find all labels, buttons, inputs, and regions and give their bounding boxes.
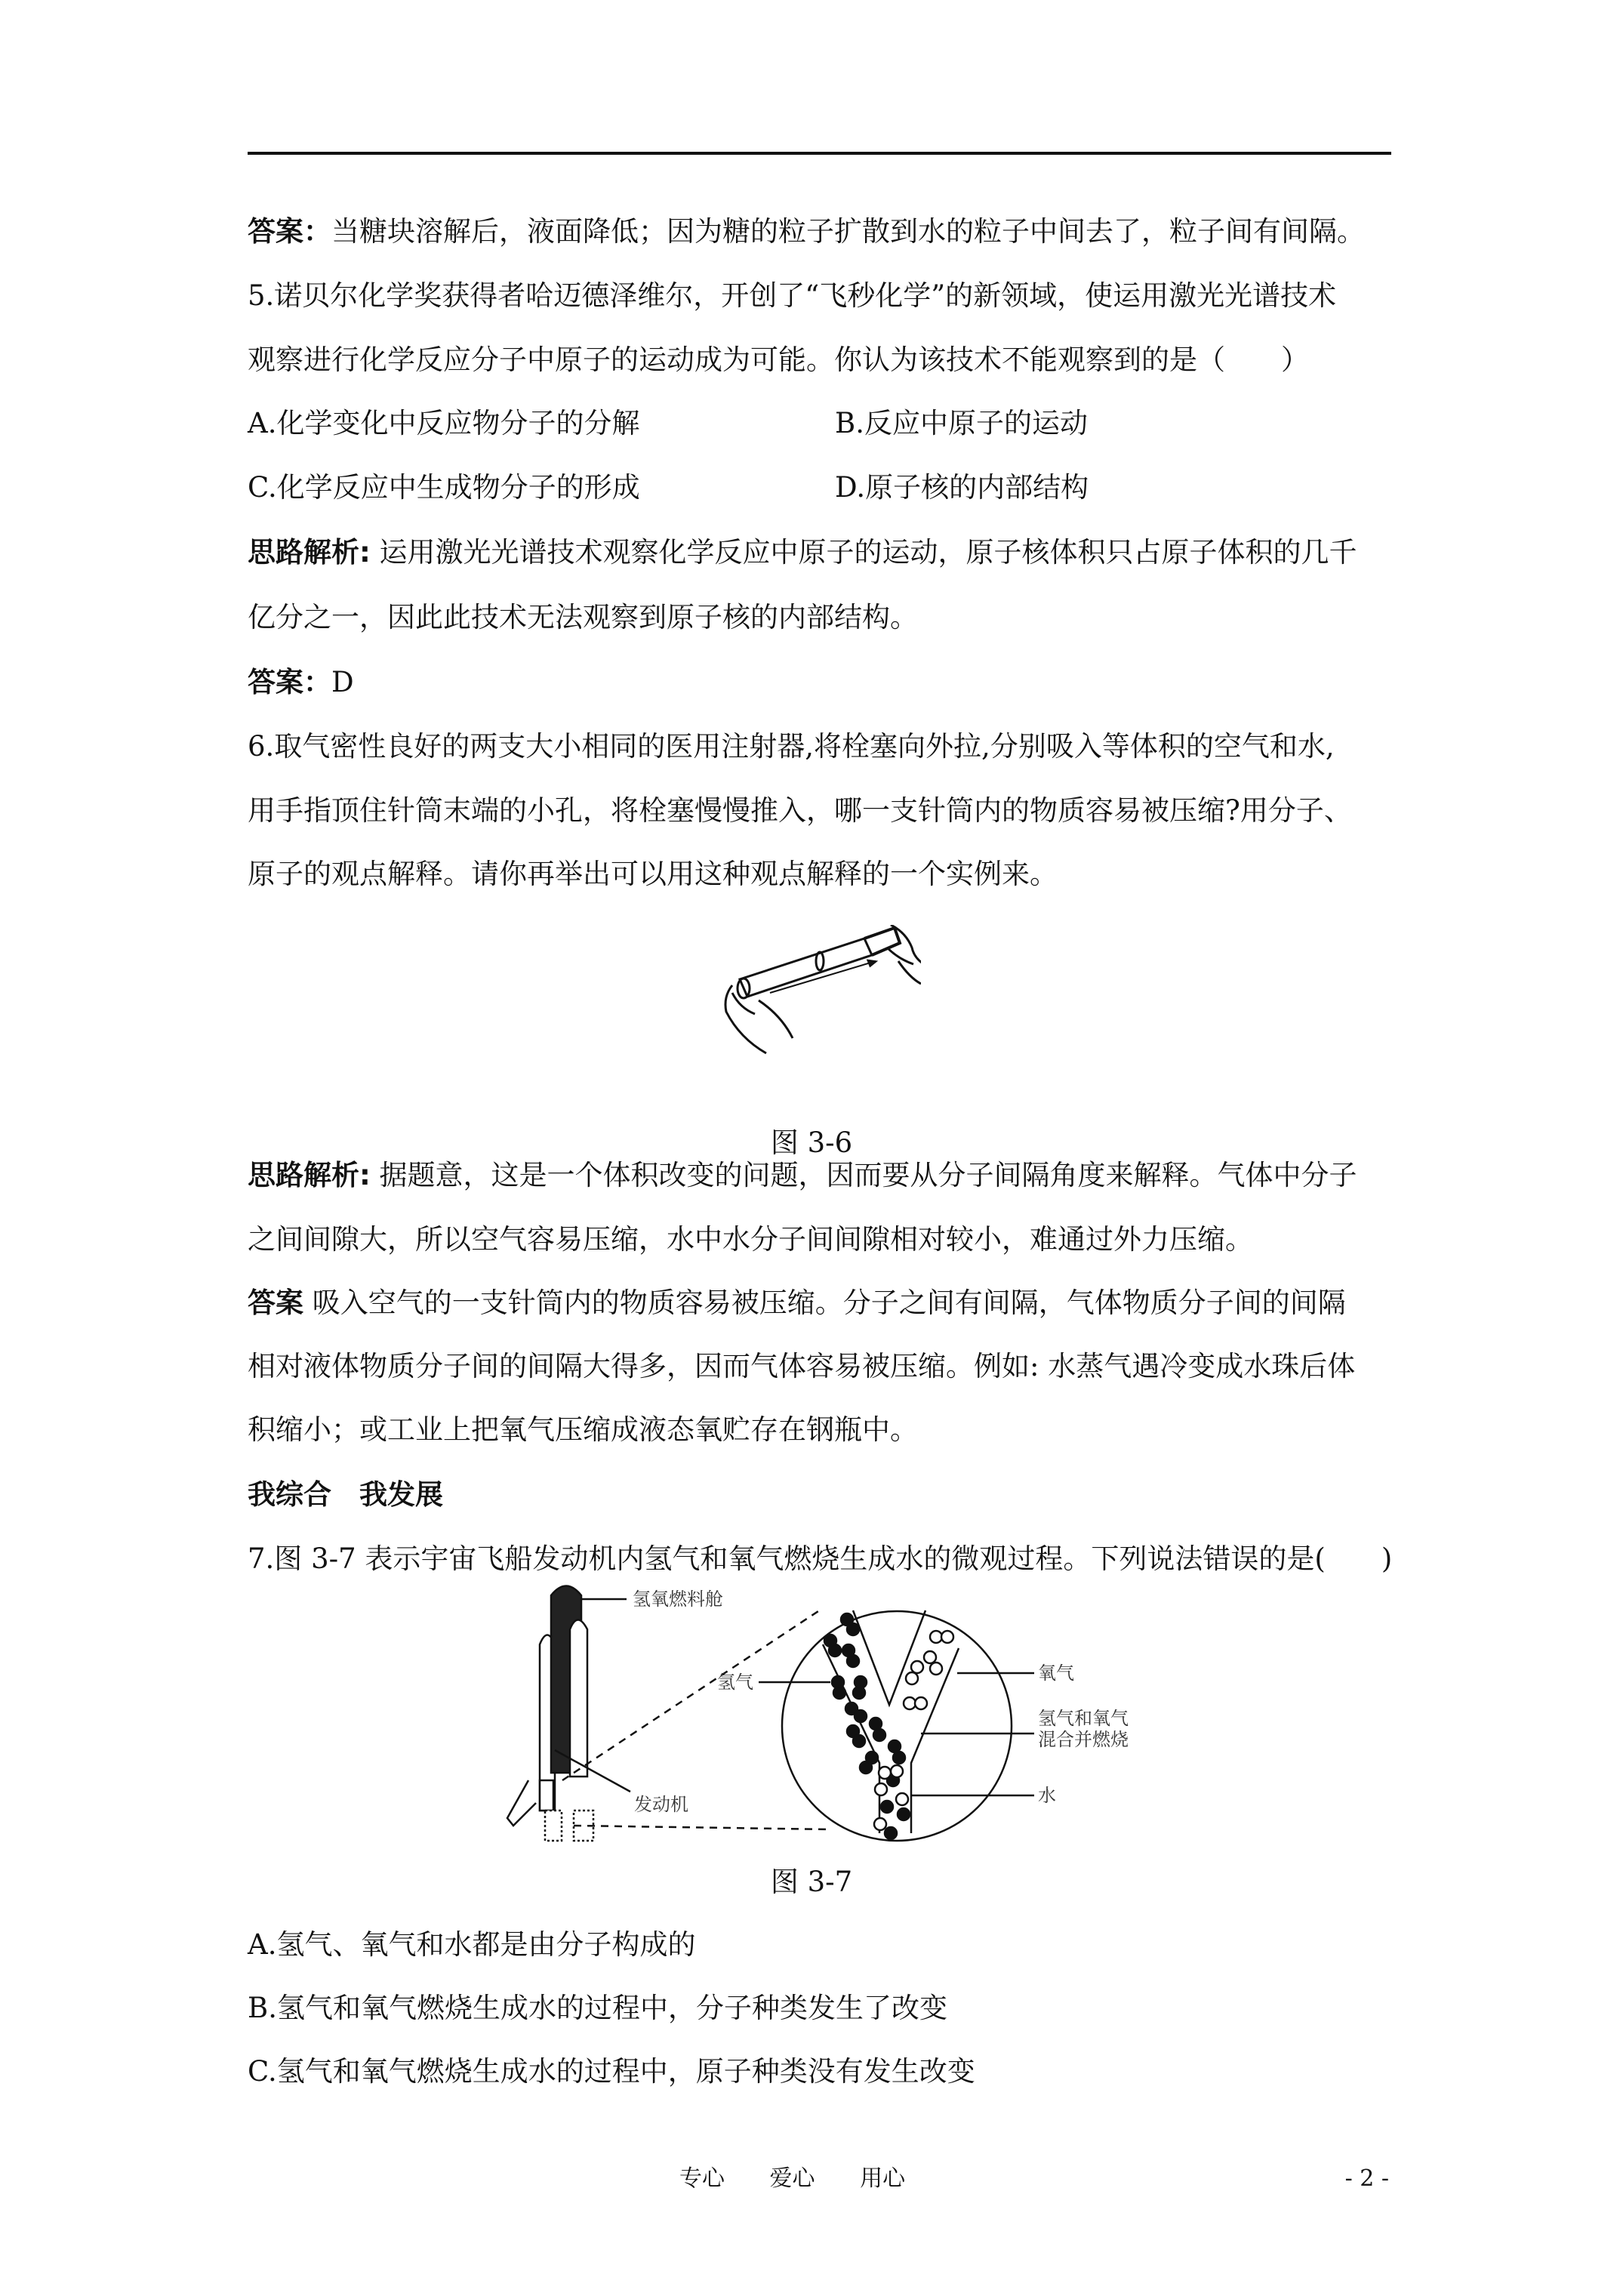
- answer-text: D: [331, 666, 354, 698]
- q6-analysis-line1: [248, 1159, 1357, 1192]
- analysis-colon: :: [359, 536, 371, 569]
- projection-line-top: [562, 1608, 823, 1780]
- shuttle-body: [570, 1620, 587, 1777]
- q5-analysis-line2: 亿分之一，因此此技术无法观察到原子核的内部结构。: [248, 601, 918, 633]
- answer-text: 吸入空气的一支针筒内的物质容易被压缩。分子之间有间隔，气体物质分子间的间隔: [303, 1287, 1346, 1319]
- projection-line-bottom: [574, 1826, 830, 1829]
- motto-1: 专心: [679, 2165, 725, 2192]
- label-hydrogen: 氢气: [717, 1672, 753, 1693]
- q5-option-c: C.化学反应中生成物分子的形成: [248, 471, 640, 504]
- q7-option-c: C.氢气和氧气燃烧生成水的过程中，原子种类没有发生改变: [248, 2055, 975, 2088]
- q6-stem-line3: 原子的观点解释。请你再举出可以用这种观点解释的一个实例来。: [248, 858, 1058, 890]
- figure-3-6-caption: 图 3-6: [770, 1126, 853, 1159]
- figure-3-7-diagram: [498, 1584, 1163, 1848]
- label-oxygen: 氧气: [1038, 1663, 1074, 1684]
- analysis-label: 思路解析: [248, 536, 359, 569]
- q5-option-d: D.原子核的内部结构: [835, 471, 1089, 504]
- q6-answer-line3: 积缩小；或工业上把氧气压缩成液态氧贮存在钢瓶中。: [248, 1413, 918, 1446]
- q5-option-a: A.化学变化中反应物分子的分解: [248, 407, 640, 439]
- q6-answer-line1: [248, 1287, 1346, 1320]
- q7-stem: 7.图 3-7 表示宇宙飞船发动机内氢气和氧气燃烧生成水的微观过程。下列说法错误的是( ): [248, 1542, 1393, 1575]
- label-mix-line1: 氢气和氧气: [1038, 1708, 1129, 1729]
- q6-stem-line2: 用手指顶住针筒末端的小孔，将栓塞慢慢推入，哪一支针筒内的物质容易被压缩?用分子、: [248, 794, 1352, 827]
- answer-label: 答案：: [248, 215, 331, 248]
- q5-option-b: B.反应中原子的运动: [835, 407, 1088, 439]
- figure-3-6-syringe: [717, 925, 921, 1061]
- analysis-colon: :: [359, 1159, 371, 1191]
- analysis-text: 运用激光光谱技术观察化学反应中原子的运动，原子核体积只占原子体积的几千: [370, 536, 1357, 569]
- motto-2: 爱心: [769, 2165, 815, 2192]
- analysis-text: 据题意，这是一个体积改变的问题，因而要从分子间隔角度来解释。气体中分子: [370, 1159, 1357, 1191]
- q5-stem-line1: 5.诺贝尔化学奖获得者哈迈德泽维尔，开创了“飞秒化学”的新领域，使运用激光光谱技术: [248, 279, 1337, 312]
- analysis-label: 思路解析: [248, 1159, 359, 1191]
- q4-answer: [248, 215, 1365, 248]
- figure-3-7-caption: 图 3-7: [770, 1866, 853, 1898]
- label-water: 水: [1038, 1785, 1056, 1806]
- q5-analysis-line1: [248, 536, 1357, 569]
- magnified-circle: [782, 1611, 1012, 1841]
- q6-analysis-line2: 之间间隙大，所以空气容易压缩，水中水分子间间隙相对较小，难通过外力压缩。: [248, 1223, 1253, 1256]
- footer-motto: [679, 2164, 943, 2194]
- answer-text: 当糖块溶解后，液面降低；因为糖的粒子扩散到水的粒子中间去了，粒子间有间隔。: [331, 215, 1365, 248]
- label-engine: 发动机: [634, 1794, 688, 1815]
- q7-option-a: A.氢气、氧气和水都是由分子构成的: [248, 1928, 696, 1961]
- q7-option-b: B.氢气和氧气燃烧生成水的过程中，分子种类发生了改变: [248, 1992, 947, 2024]
- answer-label: 答案: [248, 1287, 303, 1319]
- q6-answer-line2: 相对液体物质分子间的间隔大得多，因而气体容易被压缩。例如: 水蒸气遇冷变成水珠后体: [248, 1350, 1356, 1382]
- q6-stem-line1: 6.取气密性良好的两支大小相同的医用注射器,将栓塞向外拉,分别吸入等体积的空气和水,: [248, 730, 1335, 763]
- label-fuel-tank: 氢氧燃料舱: [633, 1589, 723, 1610]
- label-mix-line2: 混合并燃烧: [1038, 1729, 1129, 1750]
- q5-stem-line2: 观察进行化学反应分子中原子的运动成为可能。你认为该技术不能观察到的是（ ）: [248, 344, 1309, 376]
- motto-3: 用心: [860, 2165, 906, 2192]
- answer-label: 答案：: [248, 666, 331, 698]
- section-title: 我综合 我发展: [248, 1478, 443, 1511]
- q5-answer: [248, 666, 354, 699]
- header-rule: [248, 152, 1391, 155]
- page-number: - 2 -: [1344, 2165, 1389, 2192]
